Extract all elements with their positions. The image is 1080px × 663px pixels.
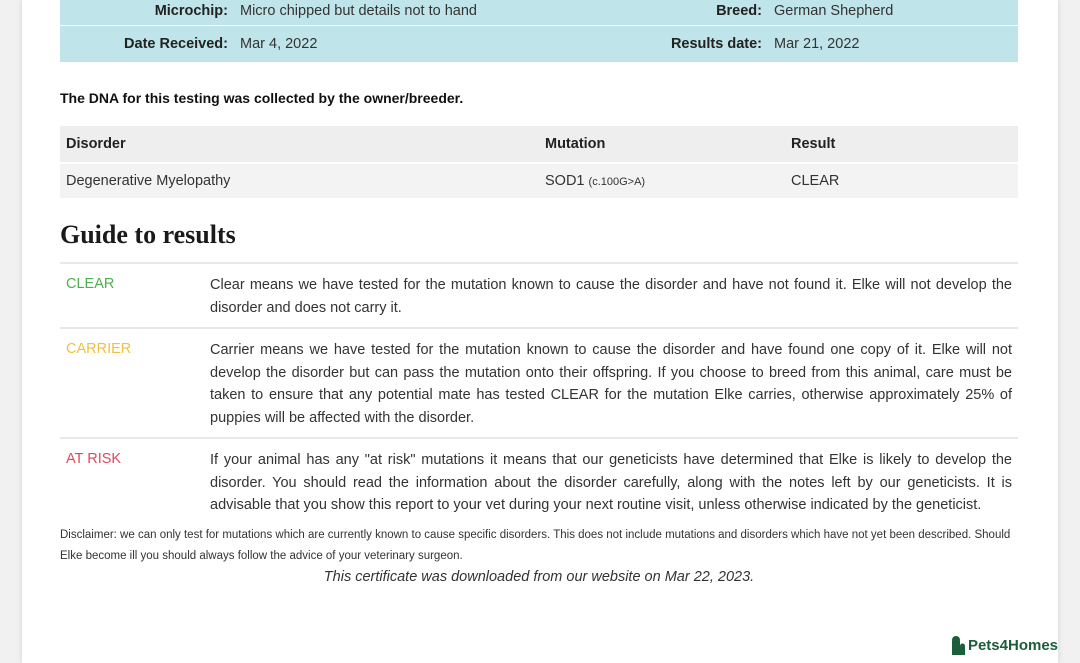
pets4homes-logo-icon: [950, 635, 966, 655]
dna-collected-note: The DNA for this testing was collected by the owner/breeder.: [60, 90, 464, 106]
guide-label-carrier: CARRIER: [66, 341, 132, 357]
guide-item-carrier: [60, 329, 1018, 439]
date-received-value: Mar 4, 2022: [240, 36, 318, 52]
guide-label-at-risk: AT RISK: [66, 451, 122, 467]
guide-text-carrier: Carrier means we have tested for the mutation known to cause the disorder and have found one copy of it. Elke will not develop the disorder but can pass the mutation onto their offspring. If you choose to breed from this animal, care must be taken to ensure that any potential mate has tested CLEAR for the mutation Elke carries, otherwise approximately 25% of puppies will be affected with the disorder.: [210, 342, 1012, 426]
certificate-page: [22, 0, 1058, 663]
header-mutation: Mutation: [539, 126, 785, 163]
mutation-name: SOD1: [545, 173, 585, 189]
date-received-label: Date Received:: [124, 36, 228, 52]
guide-list: [60, 262, 1018, 525]
disclaimer-text: Disclaimer: we can only test for mutations which are currently known to cause specific disorders. This does not include mutations and disorders which have not yet been described. Should Elke become ill you should always follow the advice of your veterinary surgeon.: [60, 529, 1011, 562]
brand-watermark: [950, 635, 1058, 655]
mutation-cell: [539, 163, 785, 198]
brand-name: Pets4Homes: [967, 636, 1058, 654]
guide-title: Guide to results: [60, 220, 236, 249]
guide-label-clear: CLEAR: [66, 276, 115, 292]
results-table: [60, 126, 1018, 198]
pet-info-table: [60, 0, 1018, 62]
header-result: Result: [785, 126, 1018, 163]
header-disorder: Disorder: [60, 126, 539, 163]
guide-text-at-risk: If your animal has any "at risk" mutations it means that our geneticists have determined that Elke is likely to develop the disorder. You should read the information about the disorder carefully, along with the notes left by our geneticists. It is advisable that you show this report to your vet during your next routine visit, unless otherwise indicated by the geneticist.: [210, 452, 1012, 513]
results-header-row: [60, 126, 1018, 163]
result-cell: CLEAR: [785, 163, 1018, 198]
guide-item-clear: [60, 264, 1018, 329]
info-row-microchip: [60, 0, 1018, 25]
guide-item-at-risk: [60, 439, 1018, 525]
table-row: [60, 163, 1018, 198]
breed-value: German Shepherd: [774, 3, 894, 19]
guide-text-clear: Clear means we have tested for the mutation known to cause the disorder and have not found it. Elke will not develop the disorder and does not carry it.: [210, 277, 1012, 316]
info-row-dates: [60, 25, 1018, 62]
downloaded-note: This certificate was downloaded from our website on Mar 22, 2023.: [323, 569, 755, 585]
microchip-label: Microchip:: [154, 3, 228, 19]
breed-label: Breed:: [716, 3, 762, 19]
mutation-detail: (c.100G>A): [588, 176, 646, 188]
results-date-label: Results date:: [670, 36, 762, 52]
disorder-cell: Degenerative Myelopathy: [60, 163, 539, 198]
microchip-value: Micro chipped but details not to hand: [240, 3, 477, 19]
results-date-value: Mar 21, 2022: [774, 36, 860, 52]
